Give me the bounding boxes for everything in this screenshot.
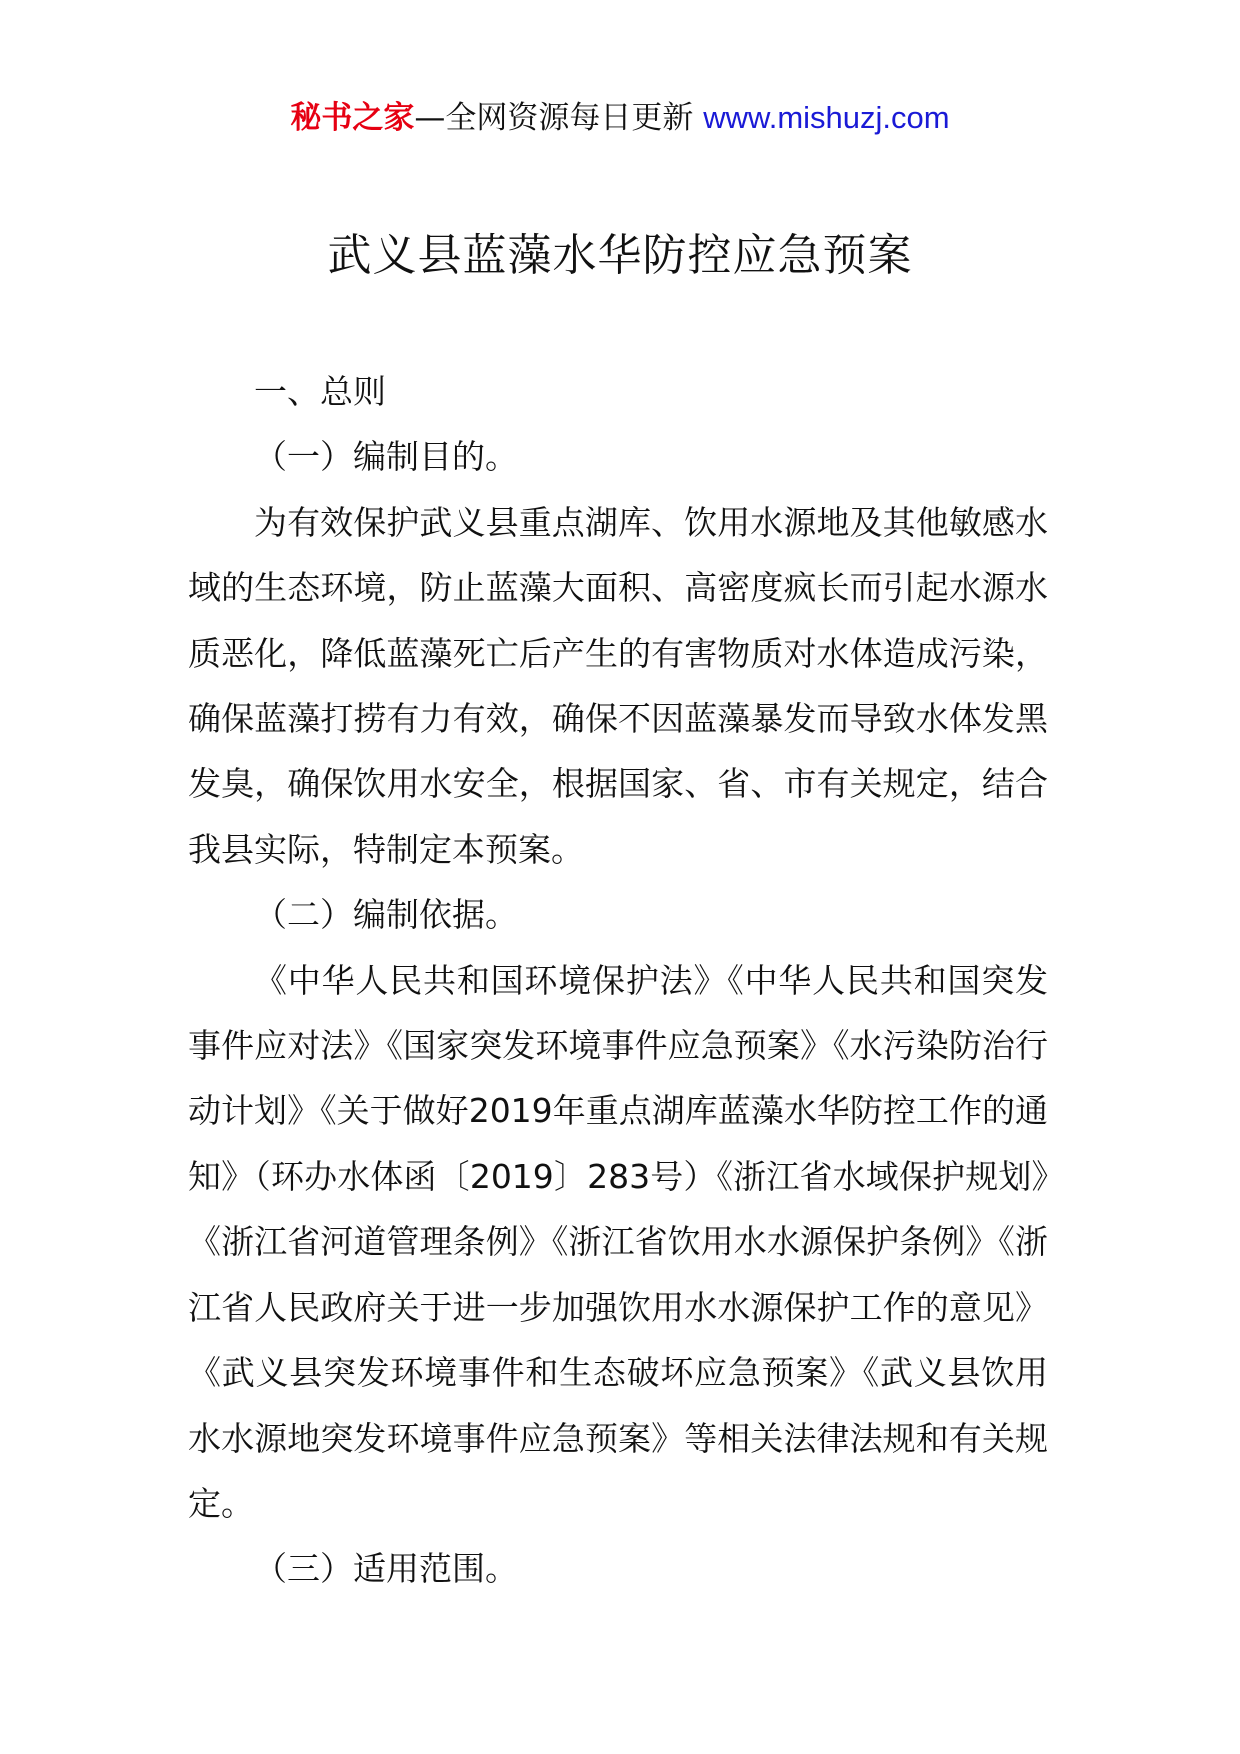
subsection-heading-purpose: （一）编制目的。 [254, 437, 518, 477]
paragraph-basis: 《中华人民共和国环境保护法》《中华人民共和国突发事件应对法》《国家突发环境事件应急预案》《水污染防治行动计划》《关于做好2019年重点湖库蓝藻水华防控工作的通知》（环办水体函〔2019〕283号）《浙江省水域保护规划》《浙江省河道管理条例》《浙江省饮用水水源保护条例》《浙江省人民政府关于进一步加强饮用水水源保护工作的意见》《武义县突发环境事件和生态破坏应急预案》《武义县饮用水水源地突发环境事件应急预案》等相关法律法规和有关规定。 [188, 960, 1048, 1523]
document-body [188, 359, 1048, 1602]
brand-name: 秘书之家 [290, 100, 415, 136]
section-heading-general: 一、总则 [254, 372, 386, 411]
subsection-heading-scope: （三）适用范围。 [254, 1549, 518, 1589]
site-url: www.mishuzj.com [703, 100, 950, 135]
header-slogan: —全网资源每日更新 [414, 100, 694, 136]
subsection-heading-basis: （二）编制依据。 [254, 895, 518, 935]
document-title: 武义县蓝藻水华防控应急预案 [327, 230, 913, 281]
paragraph-purpose: 为有效保护武义县重点湖库、饮用水源地及其他敏感水域的生态环境，防止蓝藻大面积、高密度疯长而引起水源水质恶化，降低蓝藻死亡后产生的有害物质对水体造成污染，确保蓝藻打捞有力有效，确保不因蓝藻暴发而导致水体发黑发臭，确保饮用水安全，根据国家、省、市有关规定，结合我县实际，特制定本预案。 [188, 502, 1048, 869]
site-header [0, 98, 1240, 138]
